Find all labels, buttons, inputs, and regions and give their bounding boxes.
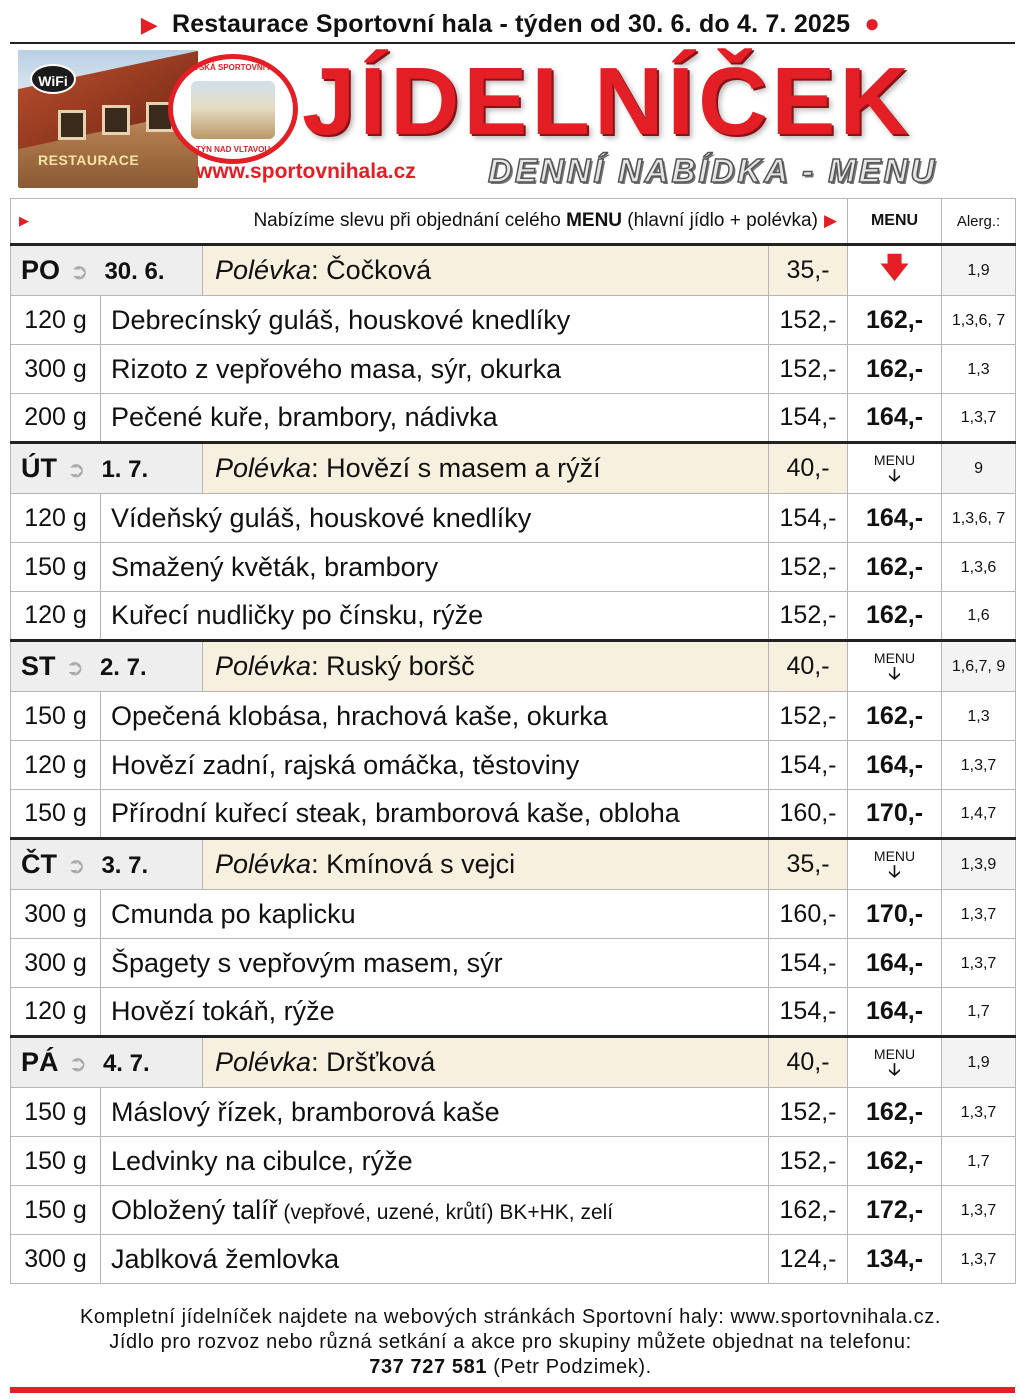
- item-menu-price: 164,-: [848, 939, 942, 988]
- allergens: 1,9: [942, 245, 1016, 296]
- item-name: Debrecínský guláš, houskové knedlíky: [101, 296, 769, 345]
- menu-column-header: MENU: [848, 199, 942, 245]
- day-date: 4. 7.: [102, 1050, 150, 1077]
- item-name: Smažený květák, brambory: [101, 543, 769, 592]
- bottom-rule: [10, 1387, 1015, 1393]
- item-menu-price: 162,-: [848, 592, 942, 641]
- menu-indicator: [848, 839, 942, 890]
- circle-arrow-icon: ➲: [67, 853, 86, 878]
- item-price: 154,-: [769, 988, 848, 1037]
- day-label: [11, 1037, 203, 1088]
- menu-item-row: [11, 790, 1016, 839]
- soup-price: 35,-: [769, 245, 848, 296]
- item-price: 152,-: [769, 1088, 848, 1137]
- item-menu-price: 162,-: [848, 296, 942, 345]
- footer-contact: 737 727 581 (Petr Podzimek).: [369, 1356, 652, 1378]
- item-menu-price: 162,-: [848, 543, 942, 592]
- item-menu-price: 162,-: [848, 345, 942, 394]
- menu-item-row: [11, 1088, 1016, 1137]
- top-title: [0, 8, 1021, 39]
- soup-label: Polévka: [215, 255, 312, 285]
- menu-item-row: [11, 741, 1016, 790]
- item-price: 154,-: [769, 394, 848, 443]
- item-price: 152,-: [769, 296, 848, 345]
- item-weight: 300 g: [11, 890, 101, 939]
- menu-word: MENU: [873, 848, 916, 864]
- seal-top-text: MĚSTSKÁ SPORTOVNÍ HALA: [176, 63, 290, 72]
- triangle-icon: ▶: [19, 213, 29, 228]
- menu-item-row: [11, 494, 1016, 543]
- triangle-icon: ▶: [140, 12, 158, 37]
- item-weight: 150 g: [11, 692, 101, 741]
- item-menu-price: 164,-: [848, 988, 942, 1037]
- menu-item-row: [11, 890, 1016, 939]
- allergens: 1,3,7: [942, 741, 1016, 790]
- item-weight: 150 g: [11, 1088, 101, 1137]
- item-price: 152,-: [769, 543, 848, 592]
- item-price: 152,-: [769, 345, 848, 394]
- item-menu-price: 164,-: [848, 394, 942, 443]
- footer-line2: Jídlo pro rozvoz nebo různá setkání a akce pro skupiny můžete objednat na telefonu:: [109, 1331, 912, 1353]
- menu-table: [10, 198, 1016, 1284]
- item-name: Hovězí tokáň, rýže: [101, 988, 769, 1037]
- item-name: Hovězí zadní, rajská omáčka, těstoviny: [101, 741, 769, 790]
- day-abbrev: PÁ: [21, 1047, 59, 1077]
- seal-bottom-text: TÝN NAD VLTAVOU: [195, 145, 271, 154]
- day-row: [11, 641, 1016, 692]
- item-menu-price: 162,-: [848, 1137, 942, 1186]
- soup-name: Hovězí s masem a rýží: [326, 453, 601, 483]
- soup-label: Polévka: [215, 849, 312, 879]
- website-link[interactable]: www.sportovnihala.cz: [196, 160, 416, 183]
- arrow-down-icon: 🡣: [888, 664, 901, 683]
- day-label: [11, 443, 203, 494]
- menu-item-row: [11, 988, 1016, 1037]
- soup-name: Kmínová s vejci: [326, 849, 516, 879]
- item-weight: 120 g: [11, 592, 101, 641]
- triangle-icon: ▶: [823, 211, 838, 230]
- menu-indicator: [848, 245, 942, 296]
- soup-cell: Polévka: Dršťková: [203, 1037, 769, 1088]
- circle-arrow-icon: ➲: [65, 655, 84, 680]
- sports-hall-seal: [168, 54, 298, 164]
- soup-price: 40,-: [769, 443, 848, 494]
- day-label: [11, 245, 203, 296]
- item-price: 162,-: [769, 1186, 848, 1235]
- menu-item-row: [11, 296, 1016, 345]
- day-date: 3. 7.: [101, 852, 149, 879]
- arrow-down-icon: 🡇: [880, 251, 909, 283]
- info-row: [11, 199, 1016, 245]
- soup-cell: Polévka: Ruský boršč: [203, 641, 769, 692]
- phone-number[interactable]: 737 727 581: [369, 1356, 488, 1378]
- item-menu-price: 172,-: [848, 1186, 942, 1235]
- menu-item-row: [11, 543, 1016, 592]
- arrow-down-icon: 🡣: [888, 862, 901, 881]
- allergens: 9: [942, 443, 1016, 494]
- menu-indicator: [848, 443, 942, 494]
- item-name: Vídeňský guláš, houskové knedlíky: [101, 494, 769, 543]
- item-weight: 120 g: [11, 296, 101, 345]
- allergens: 1,3,7: [942, 1088, 1016, 1137]
- dot-icon: ●: [864, 8, 881, 38]
- menu-item-row: [11, 1137, 1016, 1186]
- circle-arrow-icon: ➲: [67, 457, 86, 482]
- item-name: Máslový řízek, bramborová kaše: [101, 1088, 769, 1137]
- soup-price: 40,-: [769, 1037, 848, 1088]
- item-weight: 150 g: [11, 790, 101, 839]
- arrow-down-icon: 🡣: [888, 466, 901, 485]
- menu-word: MENU: [873, 650, 916, 666]
- menu-item-row: [11, 1235, 1016, 1284]
- item-name: Rizoto z vepřového masa, sýr, okurka: [101, 345, 769, 394]
- restaurace-sign: RESTAURACE: [38, 152, 140, 168]
- item-weight: 200 g: [11, 394, 101, 443]
- item-price: 124,-: [769, 1235, 848, 1284]
- item-menu-price: 164,-: [848, 494, 942, 543]
- day-row: [11, 245, 1016, 296]
- item-weight: 300 g: [11, 345, 101, 394]
- allergens: 1,3,7: [942, 890, 1016, 939]
- allergens: 1,6: [942, 592, 1016, 641]
- footer: [0, 1305, 1021, 1380]
- item-weight: 120 g: [11, 494, 101, 543]
- item-price: 152,-: [769, 592, 848, 641]
- item-menu-price: 164,-: [848, 741, 942, 790]
- soup-label: Polévka: [215, 1047, 312, 1077]
- item-price: 154,-: [769, 494, 848, 543]
- allergens: 1,3,7: [942, 1235, 1016, 1284]
- item-menu-price: 134,-: [848, 1235, 942, 1284]
- item-menu-price: 162,-: [848, 692, 942, 741]
- day-date: 1. 7.: [101, 456, 149, 483]
- item-name: Jablková žemlovka: [101, 1235, 769, 1284]
- allergens: 1,3,6, 7: [942, 296, 1016, 345]
- page-subtitle: DENNÍ NABÍDKA - MENU: [488, 152, 938, 189]
- top-rule: [10, 42, 1015, 44]
- soup-price: 40,-: [769, 641, 848, 692]
- menu-indicator: [848, 641, 942, 692]
- item-name: Obložený talíř (vepřové, uzené, krůtí) BK+HK, zelí: [101, 1186, 769, 1235]
- soup-name: Ruský boršč: [326, 651, 475, 681]
- footer-line1: Kompletní jídelníček najdete na webových stránkách Sportovní haly: www.sportovnihala.cz.: [79, 1306, 941, 1328]
- soup-name: Dršťková: [326, 1047, 436, 1077]
- item-price: 152,-: [769, 1137, 848, 1186]
- item-price: 154,-: [769, 939, 848, 988]
- soup-label: Polévka: [215, 651, 312, 681]
- menu-item-row: [11, 1186, 1016, 1235]
- item-name: Přírodní kuřecí steak, bramborová kaše, obloha: [101, 790, 769, 839]
- item-price: 152,-: [769, 692, 848, 741]
- day-row: [11, 1037, 1016, 1088]
- allergens: 1,6,7, 9: [942, 641, 1016, 692]
- day-label: [11, 839, 203, 890]
- soup-label: Polévka: [215, 453, 312, 483]
- day-abbrev: ČT: [21, 849, 57, 879]
- allergen-column-header: Alerg.:: [942, 199, 1016, 245]
- item-weight: 150 g: [11, 1186, 101, 1235]
- discount-note: ▶ Nabízíme slevu při objednání celého MENU (hlavní jídlo + polévka) ▶: [11, 199, 848, 245]
- circle-arrow-icon: ➲: [68, 1051, 87, 1076]
- day-row: [11, 839, 1016, 890]
- item-name: Cmunda po kaplicku: [101, 890, 769, 939]
- item-menu-price: 170,-: [848, 890, 942, 939]
- menu-item-row: [11, 394, 1016, 443]
- allergens: 1,4,7: [942, 790, 1016, 839]
- day-row: [11, 443, 1016, 494]
- item-weight: 150 g: [11, 1137, 101, 1186]
- soup-cell: Polévka: Kmínová s vejci: [203, 839, 769, 890]
- menu-item-row: [11, 592, 1016, 641]
- menu-word: MENU: [873, 452, 916, 468]
- item-name: Ledvinky na cibulce, rýže: [101, 1137, 769, 1186]
- item-weight: 120 g: [11, 988, 101, 1037]
- item-name: Špagety s vepřovým masem, sýr: [101, 939, 769, 988]
- item-price: 160,-: [769, 790, 848, 839]
- top-title-text: Restaurace Sportovní hala - týden od 30. 6. do 4. 7. 2025: [171, 10, 851, 38]
- allergens: 1,3: [942, 345, 1016, 394]
- allergens: 1,3,7: [942, 394, 1016, 443]
- allergens: 1,3,6: [942, 543, 1016, 592]
- soup-name: Čočková: [326, 255, 432, 285]
- item-weight: 150 g: [11, 543, 101, 592]
- allergens: 1,3,6, 7: [942, 494, 1016, 543]
- item-price: 154,-: [769, 741, 848, 790]
- menu-item-row: [11, 692, 1016, 741]
- soup-price: 35,-: [769, 839, 848, 890]
- day-date: 2. 7.: [99, 654, 147, 681]
- day-abbrev: ÚT: [21, 453, 57, 483]
- soup-cell: Polévka: Hovězí s masem a rýží: [203, 443, 769, 494]
- allergens: 1,3,9: [942, 839, 1016, 890]
- day-label: [11, 641, 203, 692]
- wifi-icon: WiFi: [30, 64, 76, 94]
- item-weight: 300 g: [11, 1235, 101, 1284]
- allergens: 1,9: [942, 1037, 1016, 1088]
- menu-indicator: [848, 1037, 942, 1088]
- day-date: 30. 6.: [104, 258, 165, 285]
- header: [10, 46, 1015, 192]
- item-menu-price: 170,-: [848, 790, 942, 839]
- item-name: Kuřecí nudličky po čínsku, rýže: [101, 592, 769, 641]
- menu-item-row: [11, 939, 1016, 988]
- arrow-down-icon: 🡣: [888, 1060, 901, 1079]
- menu-item-row: [11, 345, 1016, 394]
- soup-cell: Polévka: Čočková: [203, 245, 769, 296]
- circle-arrow-icon: ➲: [70, 259, 89, 284]
- day-abbrev: PO: [21, 255, 61, 285]
- item-weight: 300 g: [11, 939, 101, 988]
- allergens: 1,7: [942, 988, 1016, 1037]
- item-name: Opečená klobása, hrachová kaše, okurka: [101, 692, 769, 741]
- item-price: 160,-: [769, 890, 848, 939]
- allergens: 1,3,7: [942, 939, 1016, 988]
- allergens: 1,3: [942, 692, 1016, 741]
- item-name: Pečené kuře, brambory, nádivka: [101, 394, 769, 443]
- day-abbrev: ST: [21, 651, 56, 681]
- allergens: 1,3,7: [942, 1186, 1016, 1235]
- page-title: JÍDELNÍČEK: [302, 48, 913, 155]
- item-menu-price: 162,-: [848, 1088, 942, 1137]
- menu-word: MENU: [873, 1046, 916, 1062]
- allergens: 1,7: [942, 1137, 1016, 1186]
- item-weight: 120 g: [11, 741, 101, 790]
